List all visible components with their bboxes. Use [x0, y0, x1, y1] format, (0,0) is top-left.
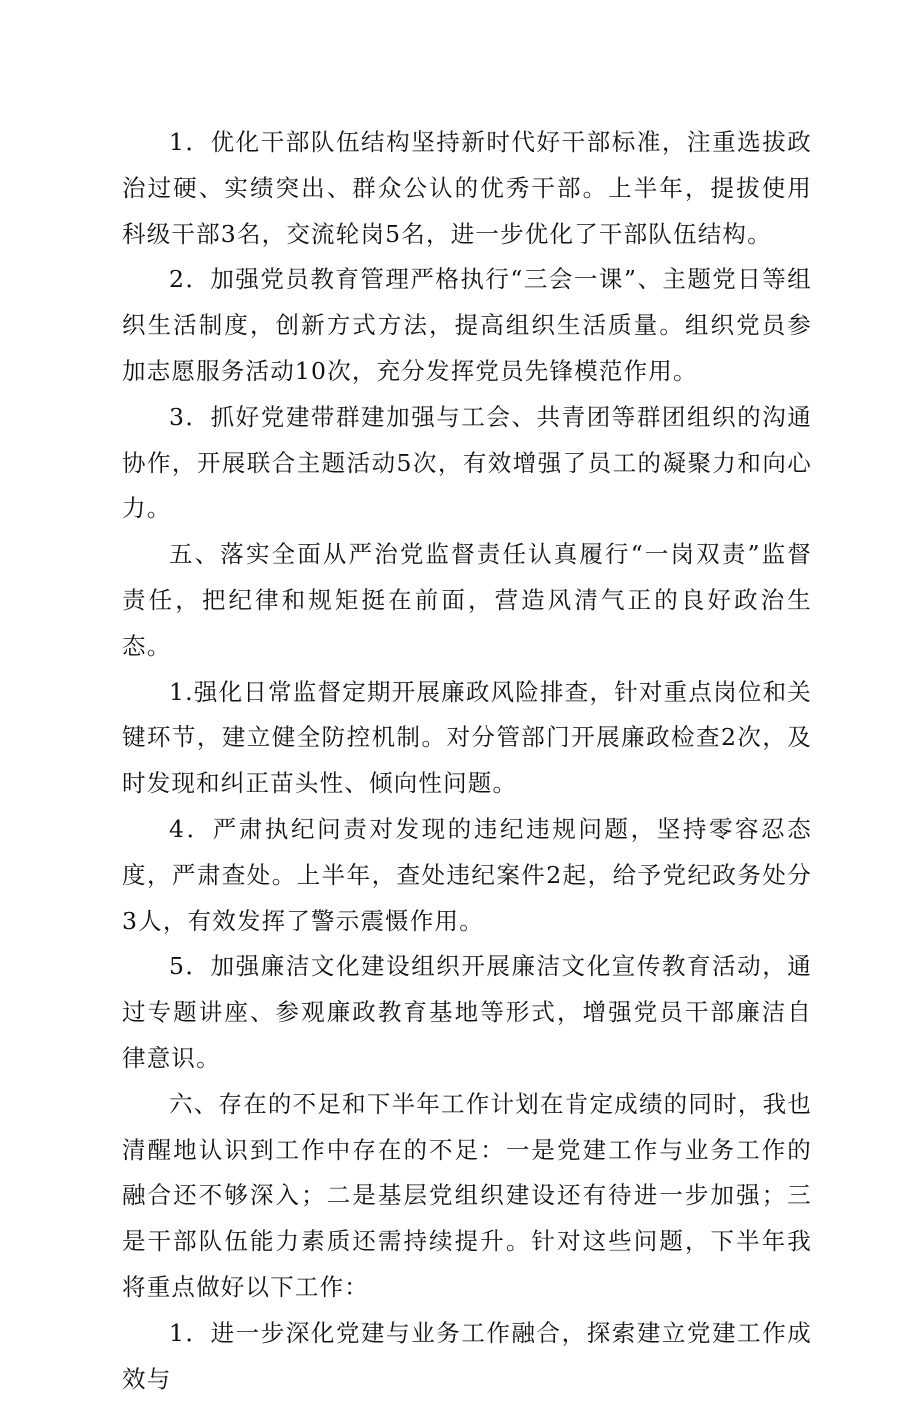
paragraph-integrity-culture: 5．加强廉洁文化建设组织开展廉洁文化宣传教育活动，通过专题讲座、参观廉政教育基地等形式，增强党员干部廉洁自律意识。 [122, 952, 812, 1072]
document-body [122, 120, 812, 1402]
section-heading-supervision: 五、落实全面从严治党监督责任认真履行“一岗双责”监督责任，把纪律和规矩挺在前面，营造风清气正的良好政治生态。 [122, 540, 812, 660]
paragraph-party-mass-building: 3．抓好党建带群建加强与工会、共青团等群团组织的沟通协作，开展联合主题活动5次，有效增强了员工的凝聚力和向心力。 [122, 402, 812, 523]
paragraph-daily-supervision: 1.强化日常监督定期开展廉政风险排查，针对重点岗位和关键环节，建立健全防控机制。对分管部门开展廉政检查2次，及时发现和纠正苗头性、倾向性问题。 [122, 677, 812, 798]
paragraph-cadre-structure: 1．优化干部队伍结构坚持新时代好干部标准，注重选拔政治过硬、实绩突出、群众公认的优秀干部。上半年，提拔使用科级干部3名，交流轮岗5名，进一步优化了干部队伍结构。 [122, 128, 812, 248]
paragraph-discipline-accountability: 4．严肃执纪问责对发现的违纪违规问题，坚持零容忍态度，严肃查处。上半年，查处违纪案件2起，给予党纪政务处分3人，有效发挥了警示震慑作用。 [122, 814, 812, 935]
section-heading-shortcomings-plan: 六、存在的不足和下半年工作计划在肯定成绩的同时，我也清醒地认识到工作中存在的不足：一是党建工作与业务工作的融合还不够深入；二是基层党组织建设还有待进一步加强；三是干部队伍能力素质还需持续提升。针对这些问题，下半年我将重点做好以下工作： [122, 1089, 812, 1301]
paragraph-party-member-education: 2．加强党员教育管理严格执行“三会一课”、主题党日等组织生活制度，创新方式方法，提高组织生活质量。组织党员参加志愿服务活动10次，充分发挥党员先锋模范作用。 [122, 265, 812, 385]
paragraph-plan-item-1: 1．进一步深化党建与业务工作融合，探索建立党建工作成效与 [122, 1318, 812, 1393]
